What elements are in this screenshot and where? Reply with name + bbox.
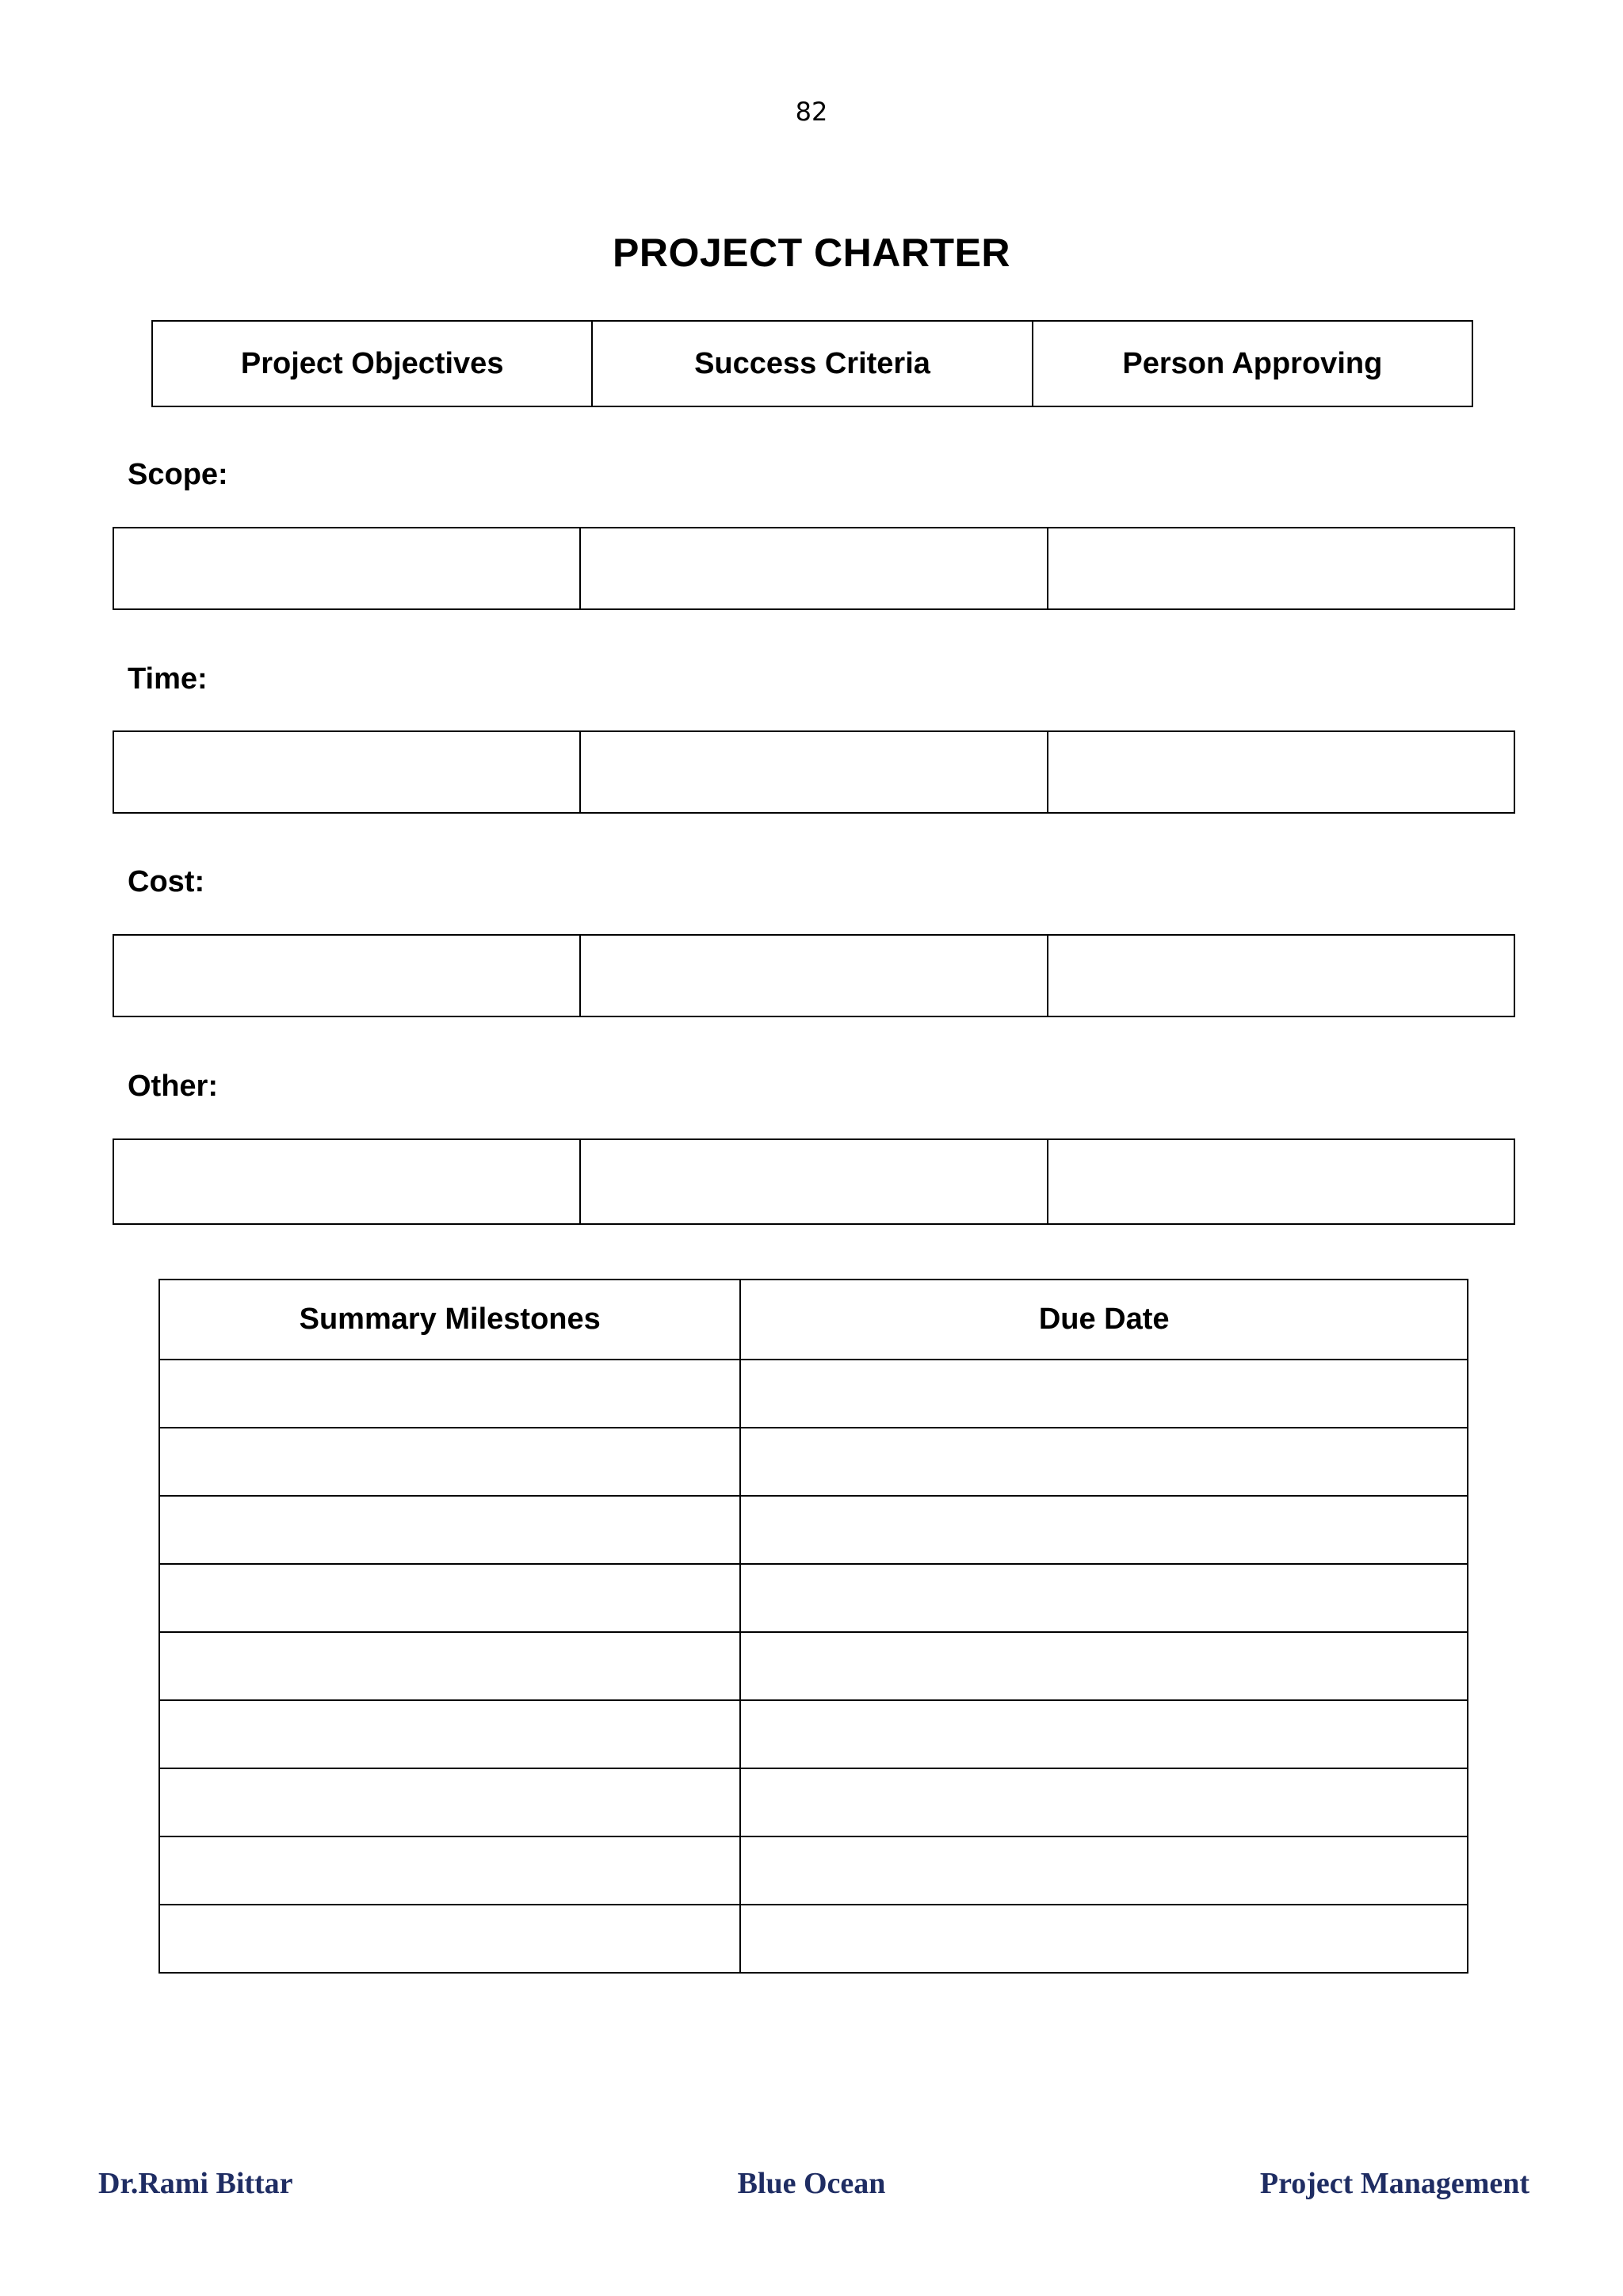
scope-person-approving-cell[interactable] <box>1048 528 1514 609</box>
due-date-cell[interactable] <box>740 1632 1468 1700</box>
scope-label: Scope: <box>128 458 228 491</box>
column-header-summary-milestones: Summary Milestones <box>159 1280 740 1360</box>
column-header-success-criteria: Success Criteria <box>592 321 1032 406</box>
milestone-cell[interactable] <box>159 1428 740 1496</box>
table-header-row <box>152 321 1472 406</box>
page-number: 82 <box>795 97 828 127</box>
other-objective-cell[interactable] <box>113 1139 580 1224</box>
table-row <box>159 1632 1468 1700</box>
milestone-cell[interactable] <box>159 1700 740 1768</box>
page-title: PROJECT CHARTER <box>613 231 1010 275</box>
scope-success-criteria-cell[interactable] <box>580 528 1047 609</box>
milestones-table <box>158 1279 1468 1974</box>
cost-table <box>113 934 1515 1017</box>
time-objective-cell[interactable] <box>113 731 580 813</box>
other-success-criteria-cell[interactable] <box>580 1139 1047 1224</box>
other-person-approving-cell[interactable] <box>1048 1139 1514 1224</box>
cost-label: Cost: <box>128 865 205 898</box>
table-row <box>159 1360 1468 1428</box>
due-date-cell[interactable] <box>740 1768 1468 1836</box>
due-date-cell[interactable] <box>740 1496 1468 1564</box>
column-header-project-objectives: Project Objectives <box>152 321 592 406</box>
cost-person-approving-cell[interactable] <box>1048 935 1514 1016</box>
footer-subject: Project Management <box>1259 2167 1529 2200</box>
table-header-row <box>159 1280 1468 1360</box>
other-label: Other: <box>128 1070 218 1103</box>
due-date-cell[interactable] <box>740 1905 1468 1973</box>
footer-center: Blue Ocean <box>737 2167 886 2200</box>
milestone-cell[interactable] <box>159 1496 740 1564</box>
milestone-cell[interactable] <box>159 1564 740 1632</box>
table-row <box>113 528 1514 609</box>
milestone-cell[interactable] <box>159 1768 740 1836</box>
charter-header-table <box>151 320 1473 407</box>
column-header-due-date: Due Date <box>740 1280 1468 1360</box>
due-date-cell[interactable] <box>740 1564 1468 1632</box>
milestone-cell[interactable] <box>159 1905 740 1973</box>
time-table <box>113 730 1515 814</box>
cost-success-criteria-cell[interactable] <box>580 935 1047 1016</box>
milestone-cell[interactable] <box>159 1360 740 1428</box>
time-label: Time: <box>128 662 208 696</box>
footer-author: Dr.Rami Bittar <box>98 2167 293 2200</box>
table-row <box>159 1428 1468 1496</box>
column-header-person-approving: Person Approving <box>1033 321 1472 406</box>
due-date-cell[interactable] <box>740 1700 1468 1768</box>
cost-objective-cell[interactable] <box>113 935 580 1016</box>
milestone-cell[interactable] <box>159 1632 740 1700</box>
table-row <box>159 1564 1468 1632</box>
table-row <box>159 1836 1468 1905</box>
due-date-cell[interactable] <box>740 1360 1468 1428</box>
time-success-criteria-cell[interactable] <box>580 731 1047 813</box>
table-row <box>113 935 1514 1016</box>
due-date-cell[interactable] <box>740 1836 1468 1905</box>
due-date-cell[interactable] <box>740 1428 1468 1496</box>
table-row <box>159 1905 1468 1973</box>
scope-table <box>113 527 1515 610</box>
time-person-approving-cell[interactable] <box>1048 731 1514 813</box>
table-row <box>159 1496 1468 1564</box>
table-row <box>159 1768 1468 1836</box>
milestone-cell[interactable] <box>159 1836 740 1905</box>
table-row <box>113 1139 1514 1224</box>
other-table <box>113 1138 1515 1225</box>
table-row <box>159 1700 1468 1768</box>
scope-objective-cell[interactable] <box>113 528 580 609</box>
table-row <box>113 731 1514 813</box>
